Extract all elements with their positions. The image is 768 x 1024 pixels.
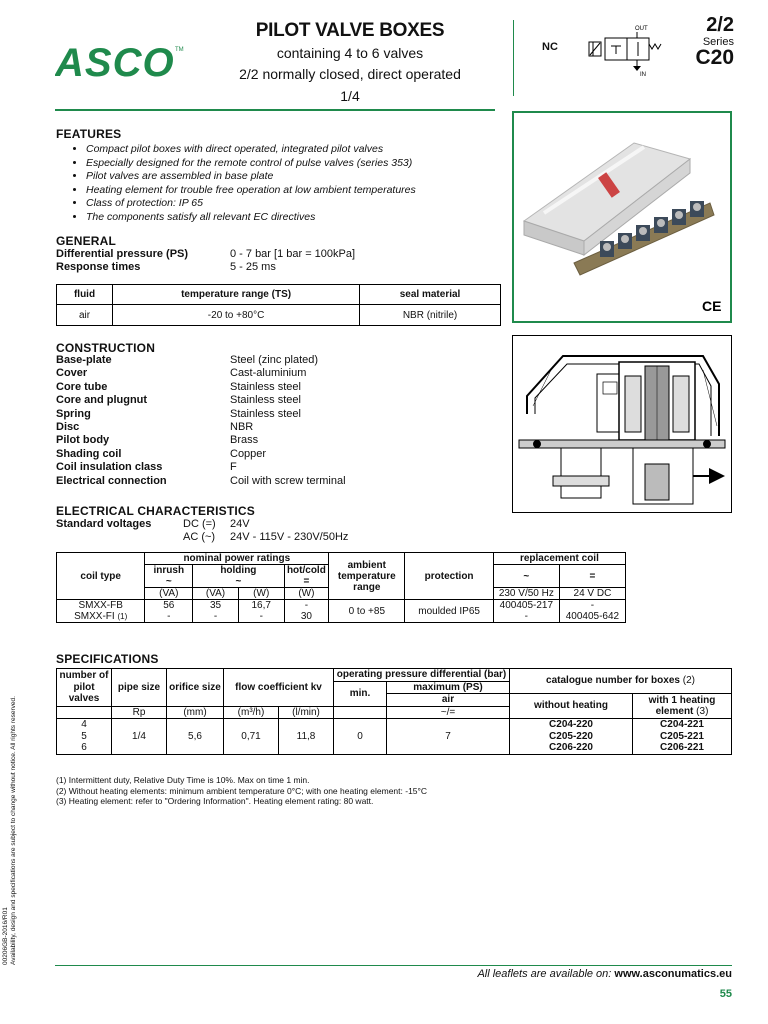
temperature-header: temperature range (TS) bbox=[113, 285, 360, 305]
construction-value: Copper bbox=[230, 447, 267, 460]
dc-value: 24V bbox=[230, 518, 250, 530]
value: - bbox=[213, 611, 218, 622]
footnote-ref: (2) bbox=[682, 675, 695, 687]
value: 6 bbox=[81, 742, 87, 753]
footnote: (1) Intermittent duty, Relative Duty Time is 10%. Max on time 1 min. bbox=[56, 775, 310, 785]
construction-value: NBR bbox=[230, 420, 254, 433]
nc-label: NC bbox=[542, 41, 558, 53]
temperature-range-cell: 0 to +85 bbox=[329, 600, 405, 623]
electrical-title: ELECTRICAL CHARACTERISTICS bbox=[56, 504, 255, 518]
footer-link[interactable]: www.asconumatics.eu bbox=[614, 968, 732, 980]
catalogue-number: C206-221 bbox=[660, 742, 704, 753]
unit-cell: ~/= bbox=[387, 706, 510, 719]
catalogue-number: C204-220 bbox=[549, 719, 593, 730]
kv-m3h-cell: 0,71 bbox=[224, 719, 279, 755]
max-header: maximum (PS) bbox=[387, 681, 510, 694]
voltage-dc-cell: 24 V DC bbox=[559, 588, 625, 600]
ac-label: AC (~) bbox=[183, 531, 216, 544]
construction-label: Cover bbox=[56, 367, 88, 380]
construction-label: Core and plugnut bbox=[56, 394, 148, 407]
general-label: Response times bbox=[56, 261, 141, 274]
footnote-ref: (3) bbox=[696, 706, 709, 717]
construction-label: Shading coil bbox=[56, 447, 122, 460]
seal-cell: NBR (nitrile) bbox=[360, 305, 501, 326]
orifice-header: orifice size bbox=[167, 669, 224, 707]
general-label: Differential pressure (PS) bbox=[56, 248, 189, 260]
footer-label: All leaflets are available on: bbox=[477, 968, 612, 980]
flow-header: flow coefficient kv bbox=[224, 669, 334, 707]
footer-text bbox=[300, 968, 732, 980]
catalogue-number: C206-220 bbox=[549, 742, 593, 753]
construction-label: Electrical connection bbox=[56, 474, 167, 487]
replacement-dc-cell bbox=[559, 600, 625, 623]
value: 400405-642 bbox=[565, 611, 620, 622]
general-title: GENERAL bbox=[56, 234, 117, 248]
value: 35 bbox=[209, 600, 222, 611]
coil-type-value: SMXX-FI bbox=[74, 611, 115, 622]
page-number: 55 bbox=[719, 988, 732, 1000]
specifications-table bbox=[56, 668, 732, 755]
unit-cell bbox=[57, 706, 112, 719]
unit-cell: (VA) bbox=[145, 588, 193, 600]
ac-symbol: ~ bbox=[165, 576, 172, 587]
feature-item: • Pilot valves are assembled in base plate bbox=[86, 170, 516, 184]
coil-type-header: coil type bbox=[57, 553, 145, 600]
unit-cell: (m³/h) bbox=[224, 706, 279, 719]
value: - bbox=[259, 611, 263, 622]
series-code: C20 bbox=[695, 46, 734, 69]
air-header: air bbox=[387, 694, 510, 707]
catalogue-number: C205-221 bbox=[660, 730, 704, 742]
ce-mark: CE bbox=[702, 298, 722, 314]
footnote: (2) Without heating elements: minimum ambient temperature 0°C; with one heating element: -15°C bbox=[56, 785, 428, 796]
product-photo bbox=[512, 111, 732, 323]
orifice-cell: 5,6 bbox=[167, 719, 224, 755]
catalogue-label: catalogue number for boxes bbox=[546, 675, 680, 687]
electrical-table bbox=[56, 552, 626, 623]
hotcold-cell bbox=[284, 600, 329, 623]
value: 5 bbox=[81, 730, 87, 742]
page-title: PILOT VALVE BOXES bbox=[255, 20, 445, 41]
pilot-box-image bbox=[514, 113, 730, 321]
footnote-ref: (1) bbox=[117, 612, 128, 621]
value: - bbox=[590, 600, 595, 611]
construction-value: F bbox=[230, 461, 237, 474]
standard-voltages-label: Standard voltages bbox=[56, 518, 152, 530]
general-value: 5 - 25 ms bbox=[230, 261, 276, 274]
unit-cell: Rp bbox=[112, 706, 167, 719]
catalogue-number: C205-220 bbox=[549, 730, 593, 742]
feature-item: • Heating element for trouble free operation at low ambient temperatures bbox=[86, 184, 516, 198]
header-vertical-divider bbox=[513, 20, 514, 96]
dc-symbol: = bbox=[303, 576, 310, 587]
with-heating-label: with 1 heating element bbox=[648, 694, 716, 717]
replacement-ac-header: ~ bbox=[493, 565, 559, 588]
value: 400405-217 bbox=[499, 600, 554, 611]
general-value: 0 - 7 bar [1 bar = 100kPa] bbox=[230, 248, 356, 260]
features-title: FEATURES bbox=[56, 127, 122, 141]
holding-header bbox=[193, 565, 284, 588]
cross-section-drawing bbox=[512, 335, 732, 513]
coil-type-value: SMXX-FB bbox=[78, 600, 123, 611]
unit-cell: (l/min) bbox=[279, 706, 334, 719]
coil-type-cell bbox=[57, 600, 145, 623]
holding-w-cell bbox=[238, 600, 284, 623]
ac-symbol: ~ bbox=[235, 576, 242, 587]
feature-item: • The components satisfy all relevant EC directives bbox=[86, 211, 516, 225]
subtitle-line-3: 1/4 bbox=[340, 88, 360, 104]
document-code: 00206GB-2016/R01 bbox=[2, 907, 9, 965]
unit-cell: (W) bbox=[284, 588, 329, 600]
unit-cell: (mm) bbox=[167, 706, 224, 719]
features-list bbox=[58, 143, 516, 224]
replacement-ac-cell bbox=[493, 600, 559, 623]
asco-logo bbox=[55, 42, 185, 82]
hotcold-header bbox=[284, 565, 329, 588]
temperature-cell: -20 to +80°C bbox=[113, 305, 360, 326]
with-heating-cell bbox=[633, 719, 732, 755]
inrush-header bbox=[145, 565, 193, 588]
construction-label: Core tube bbox=[56, 380, 108, 393]
construction-title: CONSTRUCTION bbox=[56, 341, 156, 355]
value: 4 bbox=[81, 719, 87, 730]
side-disclaimer bbox=[2, 645, 18, 965]
construction-label: Disc bbox=[56, 420, 80, 433]
construction-value: Steel (zinc plated) bbox=[230, 354, 319, 366]
number-header: number of pilot valves bbox=[57, 669, 112, 707]
without-heating-header: without heating bbox=[510, 694, 633, 719]
symbol-out-label: OUT bbox=[635, 26, 648, 32]
fluid-header: fluid bbox=[57, 285, 113, 305]
catalogue-number: C204-221 bbox=[660, 719, 704, 730]
fluid-cell: air bbox=[57, 305, 113, 326]
value: 56 bbox=[163, 600, 175, 611]
unit-cell bbox=[334, 706, 387, 719]
pipe-header: pipe size bbox=[112, 669, 167, 707]
electrical-voltages bbox=[56, 518, 496, 545]
holding-label: holding bbox=[220, 565, 257, 576]
max-cell: 7 bbox=[387, 719, 510, 755]
specifications-title: SPECIFICATIONS bbox=[56, 652, 159, 666]
construction-label: Spring bbox=[56, 407, 91, 420]
valve-symbol-icon bbox=[585, 22, 675, 78]
series-label: Series bbox=[702, 36, 734, 48]
construction-value: Brass bbox=[230, 434, 259, 447]
svg-text:TM: TM bbox=[175, 47, 184, 53]
fluid-table bbox=[56, 284, 501, 326]
voltage-ac-cell: 230 V/50 Hz bbox=[493, 588, 559, 600]
feature-item: • Class of protection: IP 65 bbox=[86, 197, 516, 211]
min-header: min. bbox=[334, 681, 387, 706]
operating-pressure-header: operating pressure differential (bar) bbox=[334, 669, 510, 682]
value: - bbox=[167, 611, 171, 622]
replacement-coil-header: replacement coil bbox=[493, 553, 625, 565]
unit-cell: (VA) bbox=[193, 588, 239, 600]
construction-value: Stainless steel bbox=[230, 394, 301, 407]
feature-item: • Compact pilot boxes with direct operated, integrated pilot valves bbox=[86, 143, 516, 157]
seal-header: seal material bbox=[360, 285, 501, 305]
subtitle-line-1: containing 4 to 6 valves bbox=[276, 45, 424, 61]
inrush-label: inrush bbox=[153, 565, 185, 576]
with-heating-header bbox=[633, 694, 732, 719]
construction-label: Base-plate bbox=[56, 354, 112, 366]
value: 16,7 bbox=[251, 600, 271, 611]
unit-cell: (W) bbox=[238, 588, 284, 600]
inrush-cell bbox=[145, 600, 193, 623]
construction-list bbox=[56, 354, 496, 488]
construction-label: Coil insulation class bbox=[56, 461, 163, 474]
construction-value: Stainless steel bbox=[230, 380, 301, 393]
disclaimer-text: Availability, design and specifications are subject to change without notice. All rights reserved. bbox=[10, 696, 17, 965]
pipe-cell: 1/4 bbox=[112, 719, 167, 755]
without-heating-cell bbox=[510, 719, 633, 755]
construction-value: Stainless steel bbox=[230, 407, 301, 420]
dc-label: DC (=) bbox=[183, 518, 216, 530]
replacement-dc-header: = bbox=[559, 565, 625, 588]
valve-family: 2/2 bbox=[706, 14, 734, 36]
subtitle-line-2: 2/2 normally closed, direct operated bbox=[239, 66, 461, 82]
protection-cell: moulded IP65 bbox=[405, 600, 493, 623]
footnotes bbox=[56, 775, 556, 807]
catalogue-header bbox=[510, 669, 732, 694]
value: 30 bbox=[300, 611, 312, 622]
value: - bbox=[304, 600, 309, 611]
kv-lmin-cell: 11,8 bbox=[279, 719, 334, 755]
footnote: (3) Heating element: refer to "Ordering Information". Heating element rating: 80 watt. bbox=[56, 796, 374, 806]
nominal-power-header: nominal power ratings bbox=[145, 553, 329, 565]
value: - bbox=[524, 611, 528, 622]
construction-label: Pilot body bbox=[56, 434, 110, 447]
ac-value: 24V - 115V - 230V/50Hz bbox=[230, 531, 349, 544]
construction-value: Coil with screw terminal bbox=[230, 474, 346, 487]
number-cell bbox=[57, 719, 112, 755]
cross-section-image bbox=[513, 336, 731, 512]
min-cell: 0 bbox=[334, 719, 387, 755]
feature-item: • Especially designed for the remote control of pulse valves (series 353) bbox=[86, 157, 516, 171]
general-list bbox=[56, 248, 496, 275]
holding-va-cell bbox=[193, 600, 239, 623]
header-divider bbox=[55, 109, 495, 111]
svg-text:ASCO: ASCO bbox=[55, 42, 175, 82]
footer-divider bbox=[55, 965, 732, 966]
symbol-in-label: IN bbox=[640, 72, 646, 78]
ambient-temp-header: ambient temperature range bbox=[329, 553, 405, 600]
protection-header: protection bbox=[405, 553, 493, 600]
hotcold-label: hot/cold bbox=[286, 565, 326, 576]
construction-value: Cast-aluminium bbox=[230, 367, 307, 380]
